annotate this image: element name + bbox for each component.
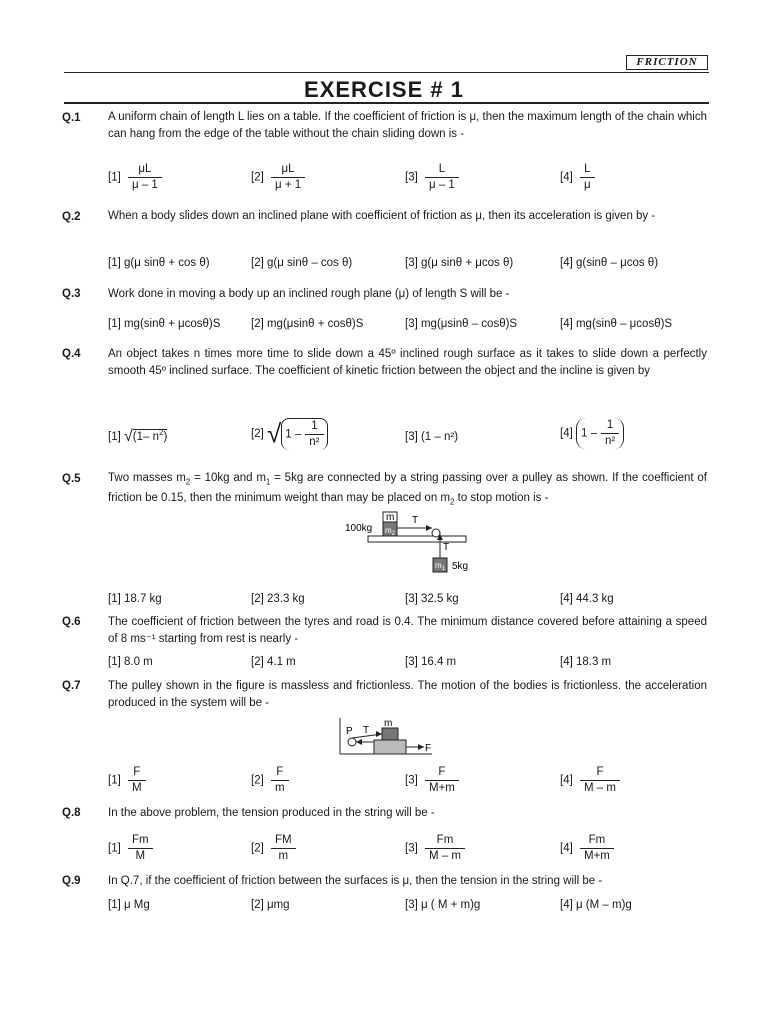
- question-number: Q.1: [62, 112, 81, 124]
- option-3: [3] $\frac{L}{\mu - 1}$: [405, 162, 459, 193]
- question-text: Two masses $m_2 = 10kg$ and $m_1 = 5kg$ are connected by a string passing over a pulley as shown. If the coefficient of friction be 0.15, then the minimum weight than may be placed on $m_2$ to stop motion is -: [108, 472, 708, 507]
- option-2: [2] μmg: [251, 899, 290, 911]
- title-rule: [64, 102, 709, 104]
- question-text: Work done in moving a body up an inclined rough plane (μ) of length S will be -: [108, 288, 510, 300]
- sqrt-icon: √: [124, 428, 133, 445]
- question-text: In the above problem, the tension produced in the string will be -: [108, 807, 435, 819]
- question-number: Q.6: [62, 616, 81, 628]
- option-4: [4] 1 – $\frac{1}{\text{n²}}$: [560, 418, 624, 449]
- question-number: Q.8: [62, 807, 81, 819]
- option-2: [2] $\frac{\mu L}{\mu + 1}$: [251, 162, 305, 193]
- option-2: [2] √ 1 – $\frac{1}{\text{n²}}$: [251, 418, 328, 450]
- chapter-tag: FRICTION: [626, 55, 708, 70]
- pulley-diagram-q5: [340, 508, 490, 583]
- question-text: In Q.7, if the coefficient of friction between the surfaces is μ, then the tension in the string will be -: [108, 875, 603, 887]
- option-3: [3] $\frac{Fm}{M - m}$: [405, 833, 465, 864]
- pulley-diagram-q7: [332, 716, 442, 758]
- question-number: Q.2: [62, 211, 81, 223]
- option-1: [1] √(1– $n^2$): [108, 428, 168, 445]
- option-1: [1] 8.0 m: [108, 656, 153, 668]
- question-number: Q.9: [62, 875, 81, 887]
- diagram-label: 100kg: [345, 523, 373, 534]
- option-1: [1] μ Mg: [108, 899, 150, 911]
- svg-text:m1: $m_1$: [435, 561, 446, 572]
- option-2: [2] mg(μsinθ + cosθ)S: [251, 318, 364, 330]
- svg-text:m2: $m_2$: [385, 526, 396, 537]
- svg-text:T: T: [363, 725, 370, 736]
- option-4: [4] $\frac{Fm}{M+m}$: [560, 833, 614, 864]
- question-number: Q.4: [62, 348, 81, 360]
- option-1: [1] $\frac{F}{M}$: [108, 765, 146, 796]
- svg-text:T: T: [443, 542, 450, 553]
- option-1: [1] $\frac{\mu L}{\mu - 1}$: [108, 162, 162, 193]
- question-text: When a body slides down an inclined plane with coefficient of friction as μ, then its acceleration is given by -: [108, 210, 656, 222]
- question-text: The pulley shown in the figure is massless and frictionless. The motion of the bodies is frictionless. the acceleration produced in the system will be -: [108, 680, 707, 709]
- page-title: EXERCISE # 1: [304, 77, 464, 102]
- option-1: [1] mg(sinθ + μcosθ)S: [108, 318, 221, 330]
- option-2: [2] $\frac{F}{m}$: [251, 765, 289, 796]
- option-3: [3] g(μ sinθ + μcos θ): [405, 257, 514, 269]
- question-text: An object takes n times more time to slide down a 45º inclined rough surface as it takes to slide down a perfectly smooth 45º inclined surface. The coefficient of kinetic friction between the object and the incline is given by: [108, 348, 707, 377]
- option-3: [3] 16.4 m: [405, 656, 457, 668]
- option-1: [1] $\frac{Fm}{M}$: [108, 833, 153, 864]
- question-text: A uniform chain of length L lies on a table. If the coefficient of friction is μ, then the maximum length of the chain which can hang from the edge of the table without the chain sliding down is -: [108, 111, 707, 140]
- question-number: Q.7: [62, 680, 81, 692]
- svg-text:P: P: [346, 726, 353, 737]
- option-4: [4] μ (M – m)g: [560, 899, 632, 911]
- option-2: [2] 4.1 m: [251, 656, 296, 668]
- option-4: [4] $\frac{F}{M - m}$: [560, 765, 620, 796]
- option-2: [2] $\frac{FM}{m}$: [251, 833, 296, 864]
- option-1: [1] g(μ sinθ + cos θ): [108, 257, 210, 269]
- question-number: Q.3: [62, 288, 81, 300]
- option-2: [2] g(μ sinθ – cos θ): [251, 257, 353, 269]
- svg-text:F: F: [425, 743, 432, 754]
- option-4: [4] mg(sinθ – μcosθ)S: [560, 318, 673, 330]
- option-3: [3] mg(μsinθ – cosθ)S: [405, 318, 518, 330]
- svg-text:5kg: 5kg: [452, 561, 469, 572]
- svg-text:T: T: [412, 515, 419, 526]
- option-3: [3] $\frac{F}{M+m}$: [405, 765, 459, 796]
- option-3: [3] μ ( M + m)g: [405, 899, 481, 911]
- option-4: [4] $\frac{L}{\mu}$: [560, 162, 595, 193]
- header-rule: [64, 72, 709, 73]
- option-1: [1] 18.7 kg: [108, 593, 162, 605]
- question-text: The coefficient of friction between the tyres and road is 0.4. The minimum distance covered before attaining a speed of 8 ms⁻¹ starting from rest is nearly -: [108, 616, 707, 645]
- svg-text:m: m: [386, 512, 395, 523]
- option-4: [4] 18.3 m: [560, 656, 612, 668]
- question-number: Q.5: [62, 473, 81, 485]
- svg-text:m: m: [384, 718, 393, 729]
- option-4: [4] 44.3 kg: [560, 593, 614, 605]
- option-3: [3] 32.5 kg: [405, 593, 459, 605]
- sqrt-icon: √: [267, 418, 282, 449]
- option-2: [2] 23.3 kg: [251, 593, 305, 605]
- option-3: [3] (1 – n²): [405, 431, 459, 443]
- option-4: [4] g(sinθ – μcos θ): [560, 257, 659, 269]
